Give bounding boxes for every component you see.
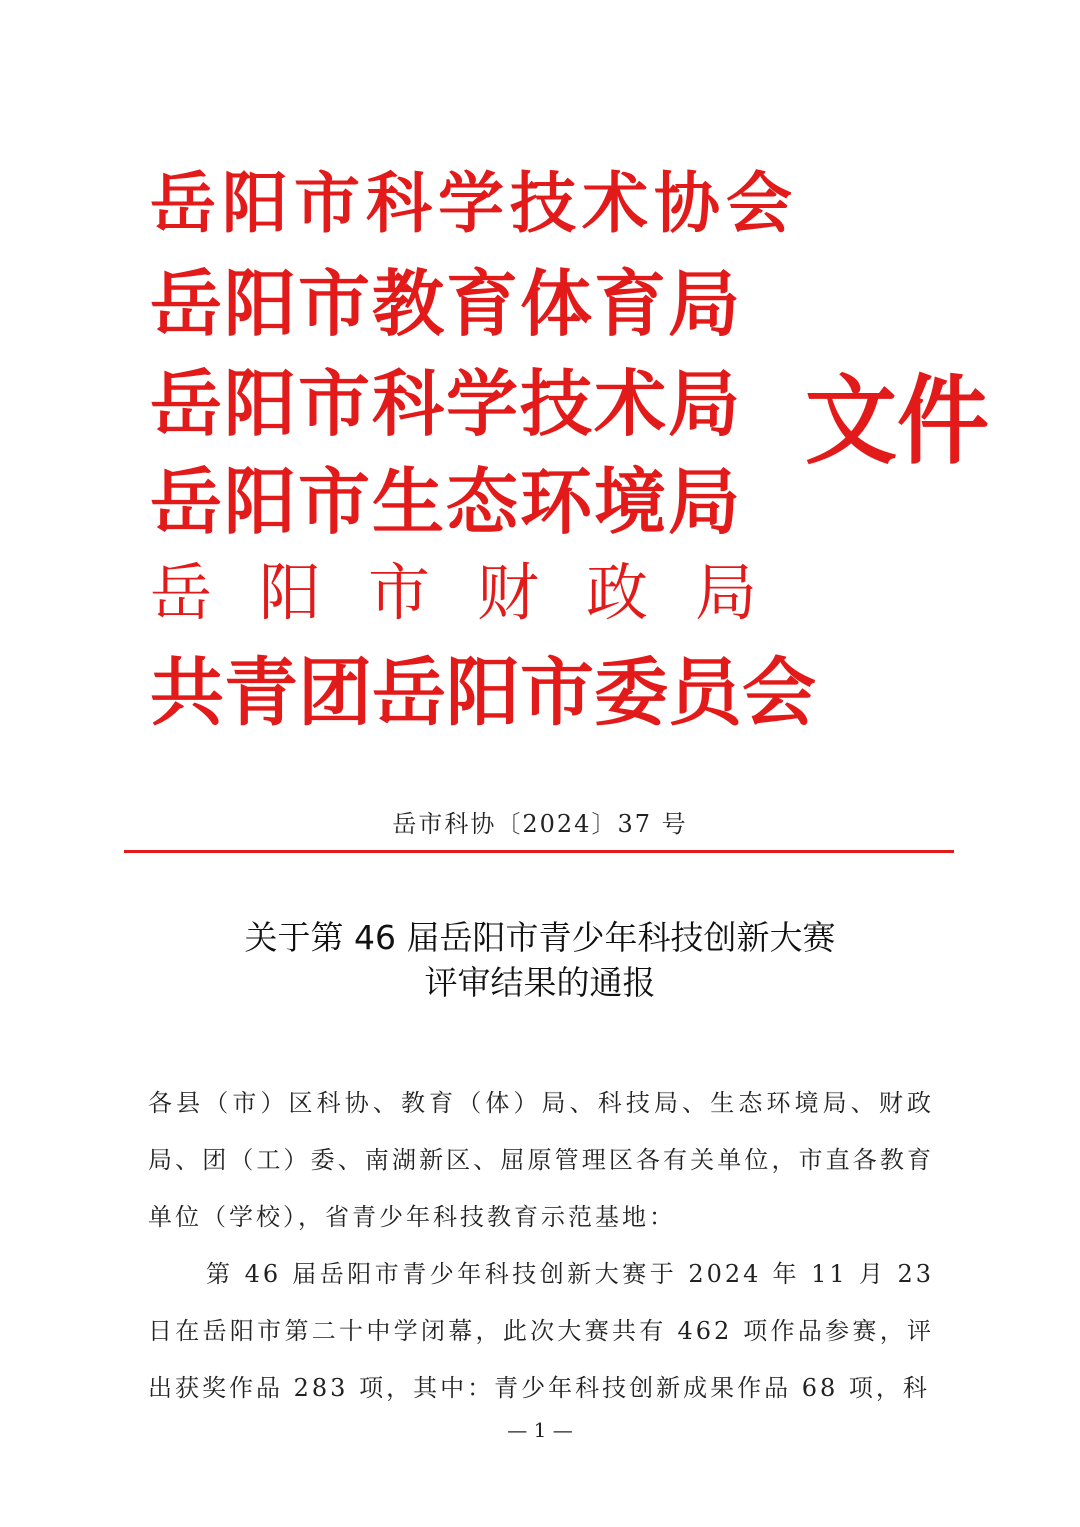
document-title <box>0 915 1080 1005</box>
title-line-1: 关于第 46 届岳阳市青少年科技创新大赛 <box>244 918 836 957</box>
document-body <box>148 1075 934 1417</box>
org-name-science-association: 岳阳市科学技术协会 <box>150 164 798 242</box>
addressee-paragraph: 各县（市）区科协、教育（体）局、科技局、生态环境局、财政局、团（工）委、南湖新区、屈原管理区各有关单位，市直各教育单位（学校），省青少年科技教育示范基地： <box>148 1089 934 1231</box>
org-name-ecology-environment-bureau: 岳阳市生态环境局 <box>150 460 743 544</box>
body-paragraph-1: 第 46 届岳阳市青少年科技创新大赛于 2024 年 11 月 23 日在岳阳市第二十中学闭幕，此次大赛共有 462 项作品参赛，评出获奖作品 283 项，其中：青少年科技创新成果作品 68 项，科 <box>148 1260 934 1402</box>
org-name-science-technology-bureau: 岳阳市科学技术局 <box>150 362 743 446</box>
title-line-2: 评审结果的通报 <box>424 963 656 1002</box>
document-type-label: 文件 <box>805 364 990 478</box>
org-name-education-sports-bureau: 岳阳市教育体育局 <box>150 262 743 346</box>
red-masthead <box>150 160 990 750</box>
red-divider-line <box>124 850 954 853</box>
page-number: — 1 — <box>507 1418 573 1442</box>
org-name-finance-bureau: 岳阳市财政局 <box>150 556 805 629</box>
org-name-youth-league-committee: 共青团岳阳市委员会 <box>150 650 816 736</box>
document-number: 岳市科协〔2024〕37 号 <box>392 810 688 838</box>
